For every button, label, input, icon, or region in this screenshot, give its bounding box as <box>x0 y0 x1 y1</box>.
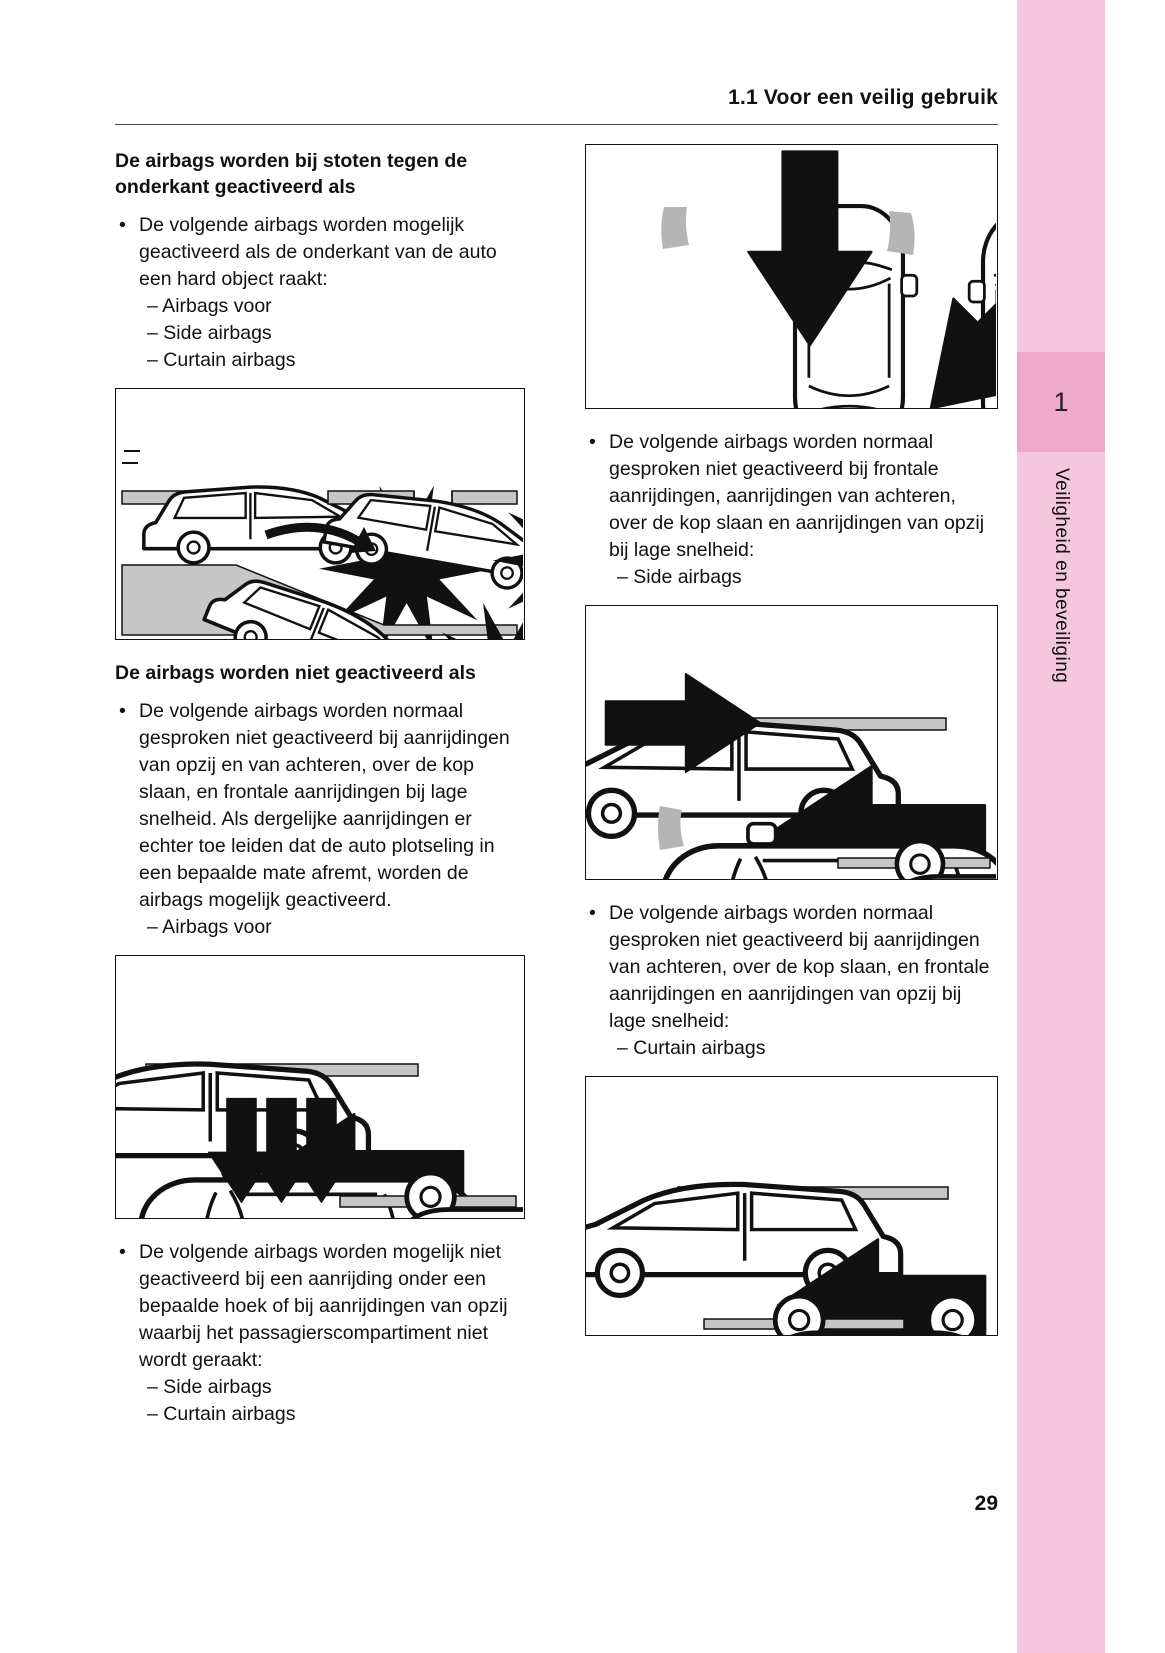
heading-airbags-underside: De airbags worden bij stoten tegen de onderkant geactiveerd als <box>115 150 468 198</box>
paragraph: • De volgende airbags worden mogelijk geactiveerd als de onderkant van de auto een hard object raakt: <box>115 212 525 293</box>
paragraph: • De volgende airbags worden mogelijk niet geactiveerd bij een aanrijding onder een bepaalde hoek of bij aanrijdingen van opzij waarbij het passagierscompartiment niet wordt geraakt: <box>115 1239 525 1374</box>
right-column <box>585 142 998 1356</box>
section-header: 1.1 Voor een veilig gebruik <box>728 86 998 109</box>
list-item: – Side airbags <box>147 1376 272 1398</box>
heading-airbags-not-activated: De airbags worden niet geactiveerd als <box>115 662 476 684</box>
list-item: – Curtain airbags <box>147 349 296 371</box>
page-number: 29 <box>974 1492 998 1515</box>
list-item: – Side airbags <box>617 566 742 588</box>
chapter-number: 1 <box>1053 386 1069 417</box>
illustration-curtain-airbags-nondeploy <box>585 1076 998 1336</box>
list-item: – Airbags voor <box>147 916 272 938</box>
illustration-underside-impacts <box>115 388 525 640</box>
chapter-title-vertical: Veiligheid en beveiliging <box>1051 468 1072 684</box>
list-item: – Airbags voor <box>147 295 272 317</box>
header-divider <box>115 124 998 125</box>
paragraph: • De volgende airbags worden normaal gesproken niet geactiveerd bij aanrijdingen van opzij en van achteren, over de kop slaan, en frontale aanrijdingen bij lage snelheid. Als dergelijke aanrijdingen er echter toe leiden dat de auto plotseling in een bepaalde mate afremt, worden de airbags mogelijk geactiveerd. <box>115 698 525 914</box>
paragraph: • De volgende airbags worden normaal gesproken niet geactiveerd bij frontale aanrijdingen, aanrijdingen van achteren, over de kop slaan en aanrijdingen van opzij bij lage snelheid: <box>585 429 998 564</box>
illustration-front-airbags-nondeploy <box>115 955 525 1219</box>
illustration-side-airbags-nondeploy <box>585 605 998 880</box>
chapter-color-strip <box>1017 0 1105 1653</box>
list-item: – Side airbags <box>147 322 272 344</box>
illustration-corner-impacts <box>585 144 998 409</box>
list-item: – Curtain airbags <box>617 1037 766 1059</box>
paragraph: • De volgende airbags worden normaal gesproken niet geactiveerd bij aanrijdingen van achteren, over de kop slaan, en frontale aanrijdingen en aanrijdingen van opzij bij lage snelheid: <box>585 900 998 1035</box>
list-item: – Curtain airbags <box>147 1403 296 1425</box>
left-column <box>115 142 525 1428</box>
chapter-number-tab <box>1017 352 1105 452</box>
